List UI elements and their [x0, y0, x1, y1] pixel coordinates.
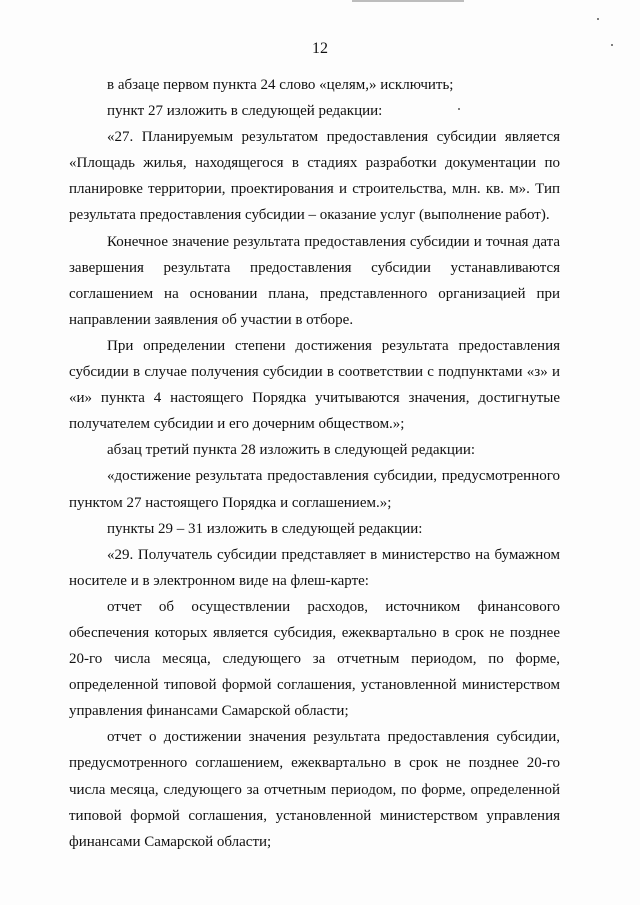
paragraph: «29. Получатель субсидии представляет в министерство на бумажном носителе и в электронном виде на флеш-карте:: [69, 546, 560, 589]
scan-speck: [597, 18, 599, 20]
paragraph: абзац третий пункта 28 изложить в следующей редакции:: [107, 442, 476, 459]
document-body: [69, 72, 560, 855]
paragraph: в абзаце первом пункта 24 слово «целям,» исключить;: [107, 77, 454, 93]
paragraph: пункт 27 изложить в следующей редакции:: [107, 103, 383, 120]
paragraph: пункты 29 – 31 изложить в следующей редакции:: [107, 520, 423, 537]
paragraph: Конечное значение результата предоставления субсидии и точная дата завершения результата предоставления субсидии устанавливаются соглашением на основании плана, представленного организацией при направлении заявления об участии в отборе.: [69, 233, 560, 328]
page-number: 12: [312, 40, 328, 57]
paragraph: отчет об осуществлении расходов, источником финансового обеспечения которых является субсидия, ежеквартально в срок не позднее 20-го числа месяца, следующего за отчетным периодом, по форме, определенной типовой формой соглашения, установленной министерством управления финансами Самарской области;: [69, 598, 560, 720]
scan-artifact-line: [352, 0, 464, 2]
paragraph: «достижение результата предоставления субсидии, предусмотренного пунктом 27 настоящего Порядка и соглашением.»;: [69, 468, 560, 511]
paragraph: «27. Планируемым результатом предоставления субсидии является «Площадь жилья, находящегося в стадиях разработки документации по планировке территории, проектирования и строительства, млн. кв. м». Тип результата предоставления субсидии – оказание услуг (выполнение работ).: [69, 129, 560, 224]
paragraph: При определении степени достижения результата предоставления субсидии в случае получения субсидии в соответствии с подпунктами «з» и «и» пункта 4 настоящего Порядка учитываются значения, достигнутые получателем субсидии и его дочерним обществом.»;: [69, 337, 560, 433]
paragraph: отчет о достижении значения результата предоставления субсидии, предусмотренного соглашением, ежеквартально в срок не позднее 20-го числа месяца, следующего за отчетным периодом, по форме, определенной типовой формой соглашения, установленной министерством управления финансами Самарской области;: [69, 729, 560, 850]
